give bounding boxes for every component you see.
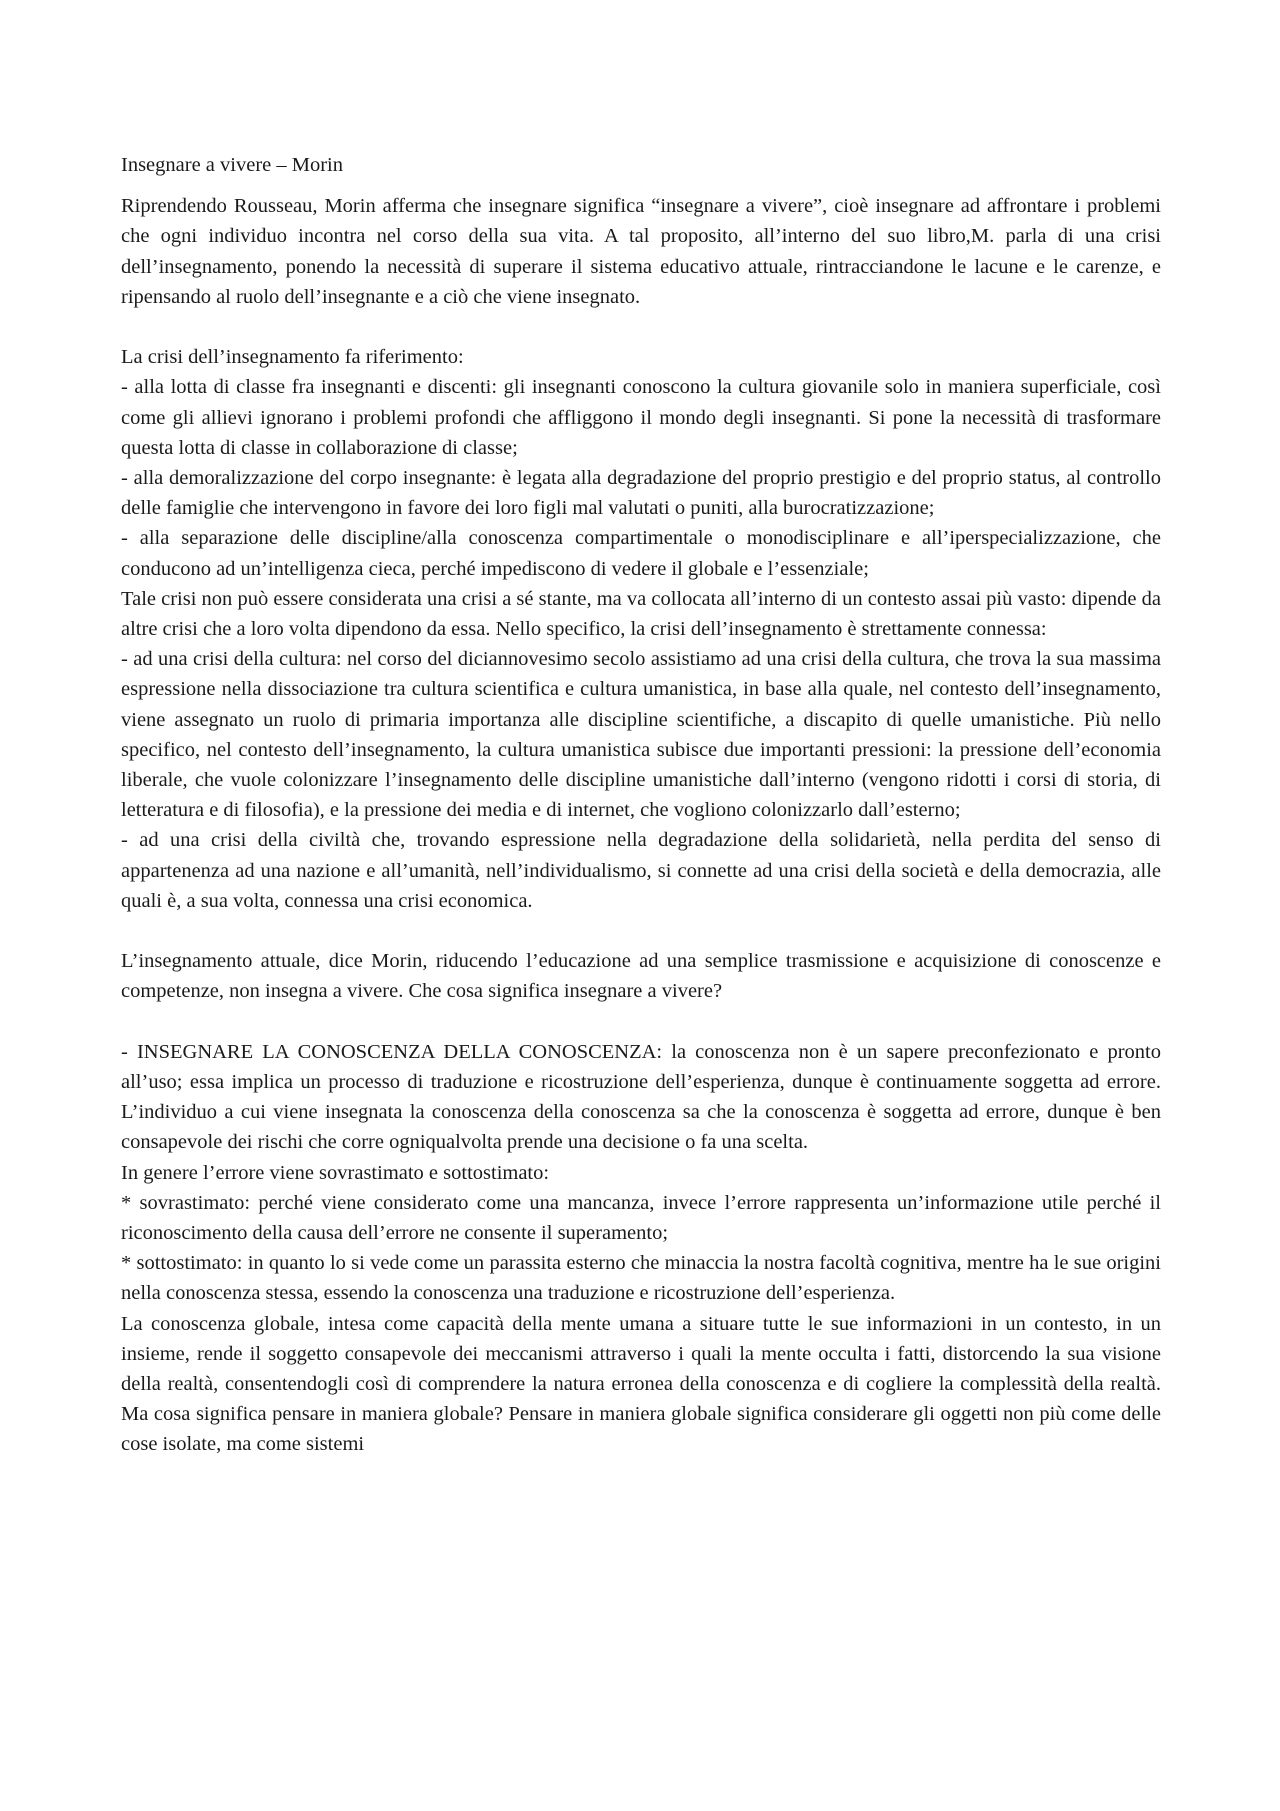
paragraph-conoscenza-globale: La conoscenza globale, intesa come capacità della mente umana a situare tutte le sue informazioni in un contesto, in un insieme, rende il soggetto consapevole dei meccanismi attraverso i quali la mente occulta i fatti, distorcendo la sua visione della realtà, consentendogli così di comprendere la natura erronea della conoscenza e di cogliere la complessità della realtà. Ma cosa significa pensare in maniera globale? Pensare in maniera globale significa considerare gli oggetti non più come delle cose isolate, ma come sistemi	[121, 1312, 1161, 1456]
paragraph-gap	[121, 1007, 1161, 1037]
paragraph-gap	[121, 312, 1161, 342]
list-item-crisi-cultura: - ad una crisi della cultura: nel corso del diciannovesimo secolo assistiamo ad una crisi della cultura, che trova la sua massima espressione nella dissociazione tra cultura scientifica e cultura umanistica, in base alla quale, nel contesto dell’insegnamento, viene assegnato un ruolo di primaria importanza alle discipline scientifiche, a discapito di quelle umanistiche. Più nello specifico, nel contesto dell’insegnamento, la cultura umanistica subisce due importanti pressioni: la pressione dell’economia liberale, che vuole colonizzare l’insegnamento delle discipline umanistiche dall’interno (vengono ridotti i corsi di storia, di letteratura e di filosofia), e la pressione dei media e di internet, che vogliono colonizzarlo dall’esterno;	[121, 648, 1161, 822]
list-item-crisi-civilta: - ad una crisi della civiltà che, trovando espressione nella degradazione della solidarietà, nella perdita del senso di appartenenza ad una nazione e all’umanità, nell’individualismo, si connette ad una crisi della società e della democrazia, alle quali è, a sua volta, connessa una crisi economica.	[121, 829, 1161, 912]
document-page	[121, 150, 1161, 1460]
paragraph-errore-intro: In genere l’errore viene sovrastimato e sottostimato:	[121, 1161, 550, 1184]
list-item-separazione-discipline: - alla separazione delle discipline/alla conoscenza compartimentale o monodisciplinare e all’iperspecializzazione, che conducono ad un’intelligenza cieca, perché impediscono di vedere il globale e l’essenziale;	[121, 527, 1161, 580]
paragraph-gap	[121, 916, 1161, 946]
list-item-conoscenza-conoscenza: - INSEGNARE LA CONOSCENZA DELLA CONOSCENZA: la conoscenza non è un sapere preconfezionato e pronto all’uso; essa implica un processo di traduzione e ricostruzione dell’esperienza, dunque è continuamente soggetta ad errore. L’individuo a cui viene insegnata la conoscenza della conoscenza sa che la conoscenza è soggetta ad errore, dunque è ben consapevole dei rischi che corre ogniqualvolta prende una decisione o fa una scelta.	[121, 1040, 1161, 1154]
paragraph-crisi-intro: La crisi dell’insegnamento fa riferimento:	[121, 346, 464, 369]
document-title: Insegnare a vivere – Morin	[121, 154, 343, 176]
paragraph-intro: Riprendendo Rousseau, Morin afferma che insegnare significa “insegnare a vivere”, cioè insegnare ad affrontare i problemi che ogni individuo incontra nel corso della sua vita. A tal proposito, all’interno del suo libro,M. parla di una crisi dell’insegnamento, ponendo la necessità di superare il sistema educativo attuale, rintracciandone le lacune e le carenze, e ripensando al ruolo dell’insegnante e a ciò che viene insegnato.	[121, 195, 1161, 308]
list-item-sovrastimato: * sovrastimato: perché viene considerato come una mancanza, invece l’errore rappresenta un’informazione utile perché il riconoscimento della causa dell’errore ne consente il superamento;	[121, 1191, 1161, 1245]
paragraph-insegnamento-attuale: L’insegnamento attuale, dice Morin, riducendo l’educazione ad una semplice trasmissione e acquisizione di conoscenze e competenze, non insegna a vivere. Che cosa significa insegnare a vivere?	[121, 950, 1161, 1003]
list-item-sottostimato: * sottostimato: in quanto lo si vede come un parassita esterno che minaccia la nostra facoltà cognitiva, mentre ha le sue origini nella conoscenza stessa, essendo la conoscenza una traduzione e ricostruzione dell’esperienza.	[121, 1252, 1161, 1305]
paragraph-contesto: Tale crisi non può essere considerata una crisi a sé stante, ma va collocata all’interno di un contesto assai più vasto: dipende da altre crisi che a loro volta dipendono da essa. Nello specifico, la crisi dell’insegnamento è strettamente connessa:	[121, 587, 1161, 641]
list-item-demoralizzazione: - alla demoralizzazione del corpo insegnante: è legata alla degradazione del proprio prestigio e del proprio status, al controllo delle famiglie che intervengono in favore dei loro figli mal valutati o puniti, alla burocratizzazione;	[121, 467, 1161, 520]
list-item-lotta-di-classe: - alla lotta di classe fra insegnanti e discenti: gli insegnanti conoscono la cultura giovanile solo in maniera superficiale, così come gli allievi ignorano i problemi profondi che affliggono il mondo degli insegnanti. Si pone la necessità di trasformare questa lotta di classe in collaborazione di classe;	[121, 376, 1161, 459]
